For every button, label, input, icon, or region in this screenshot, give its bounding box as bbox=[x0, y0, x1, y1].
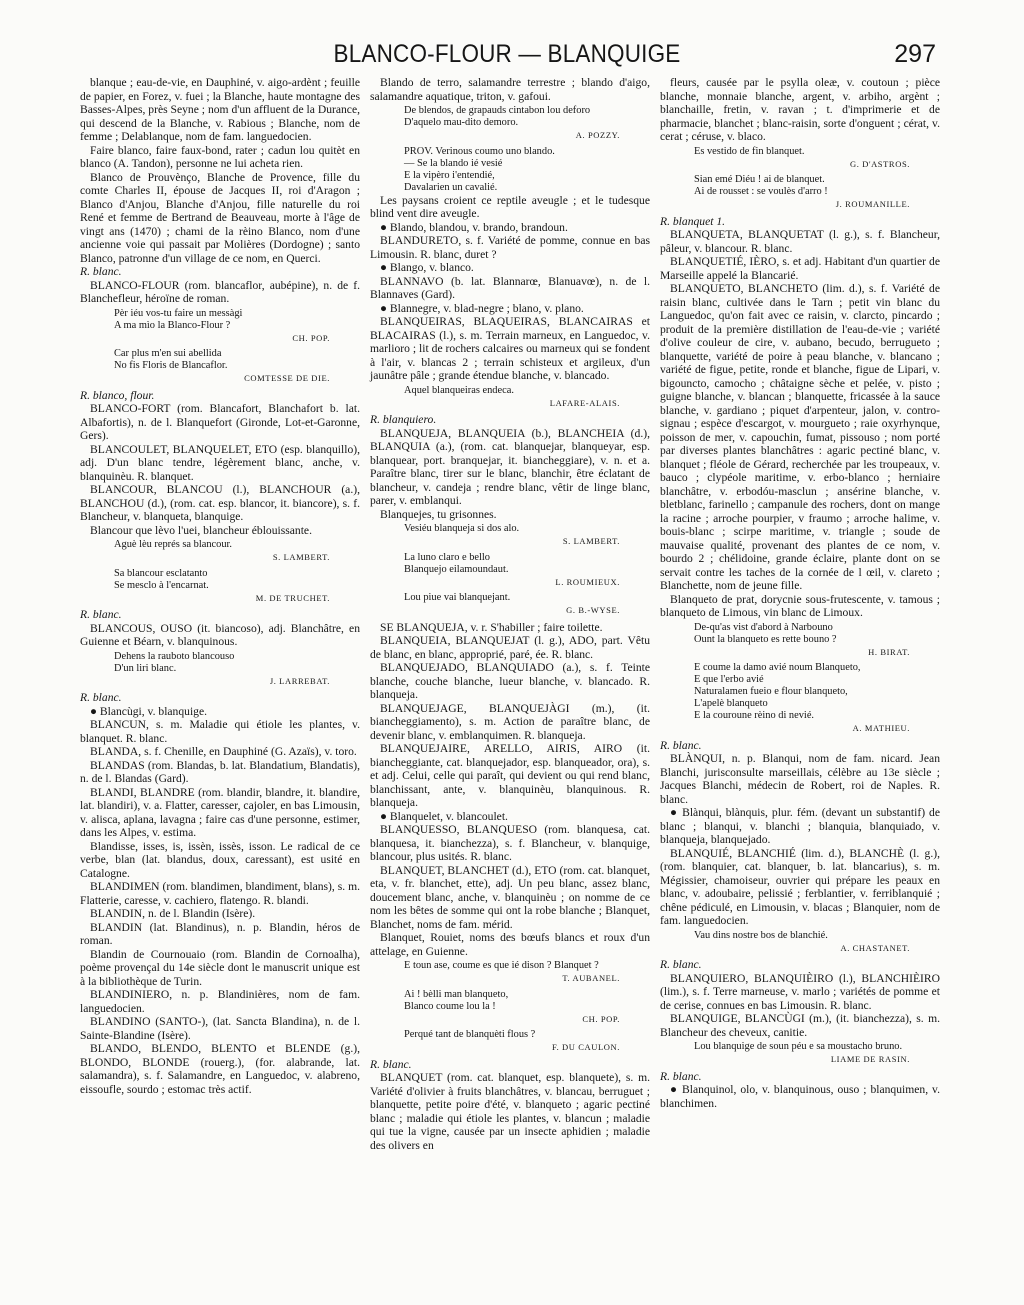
dictionary-entry: Blanquejes, tu grisonnes. bbox=[380, 507, 497, 521]
etymology-ref: R. blanc. bbox=[80, 691, 122, 704]
etymology-ref: R. blanc. bbox=[660, 958, 702, 971]
citation: E coume la damo avié noum Blanqueto, E que l'erbo avié Naturalamen fueio e flour blanqueto, L'apelè blanqueto E la couroune rèino di nevié. bbox=[694, 662, 861, 721]
dictionary-entry: BLANQUETA, BLANQUETAT (l. g.), s. f. Blancheur, pâleur, v. blancour. R. blanc. bbox=[660, 228, 940, 255]
dictionary-entry: Faire blanco, faire faux-bond, rater ; cadun lou quitèt en blanco (A. Tandon), personne ne lui acheta rien. bbox=[80, 143, 360, 170]
dictionary-entry: BLANCOULET, BLANQUELET, ETO (esp. blanquillo), adj. D'un blanc tendre, légèrement blanc, anche, v. blanquinèu. R. blanquet. bbox=[80, 442, 360, 483]
text-columns bbox=[80, 76, 940, 1152]
dictionary-entry: BLANCUN, s. m. Maladie qui étiole les plantes, v. blanquet. R. blanc. bbox=[80, 718, 360, 745]
citation-source: LAFARE-ALAIS. bbox=[549, 397, 620, 408]
citation-source: H. BIRAT. bbox=[868, 646, 910, 657]
dictionary-entry: BLANQUET (rom. cat. blanquet, esp. blanquete), s. m. Variété d'olivier à fruits blanchâtres, v. blancau, berruguet ; blanquette, petite poire d'été, v. blanqueto ; agaric pectiné blanc ; maladie qui étiole les plantes, v. blancun ; maladie qui tue la vigne, causée par un insecte aphidien ; maladie des olivers en bbox=[370, 1071, 650, 1152]
citation-source: J. ROUMANILLE. bbox=[835, 199, 910, 209]
dictionary-entry: Blanqueto de prat, dorycnie sous-frutescente, v. tamous ; blanqueto de Limous, vin blanc de Limoux. bbox=[660, 592, 940, 619]
dictionary-entry: BLANQUEJAIRE, ARELLO, AIRIS, AIRO (it. biancheggiante, cat. blanquejador, esp. blanqueador, ora), s. et adj. Celui, celle qui paraît, qui devient ou qui rend blanc, blanchissant, ante, v. blanquinèu, blanquinous. R. blanqueja. bbox=[370, 742, 650, 809]
citation: Sa blancour esclatanto Se mesclo à l'encarnat. bbox=[114, 567, 209, 591]
dictionary-entry: BLANDIN (lat. Blandinus), n. p. Blandin, héros de roman. bbox=[80, 920, 360, 947]
dictionary-entry: blanque ; eau-de-vie, en Dauphiné, v. aigo-ardènt ; feuille de papier, en Forez, v. fuei ; la Blanche, haute montagne des Basses-Alpes, près Seyne ; nom d'un affluent de la Durance, qui descend de la Blanche, v. Rabious ; Blanche, nom de femme ; Delablanque, nom de fam. languedocien. bbox=[80, 76, 360, 143]
dictionary-entry: Blanco de Prouvènço, Blanche de Provence, fille du comte Charles II, épouse de Jacques II, roi d'Aragon ; Blanco d'Anjou, Blanche d'Anjou, fille naturelle du roi René et femme de Bertrand de Beauveau, morte à l'âge de vingt ans (1470) ; chami de la rèino Blanco, nom d'une ancienne voie qui passait par Molières (Dordogne) ; santo Blanco, patronne d'un village de ce nom, en Querci. bbox=[80, 170, 360, 265]
dictionary-entry: ● Blanquelet, v. blancoulet. bbox=[380, 809, 508, 823]
dictionary-entry: BLANQUEIRAS, BLAQUEIRAS, BLANCAIRAS et BLACAIRAS (l.), s. m. Terrain marneux, en Languedoc, v. marlioro ; lit de rochers calcaires ou marneux qui se fondent à l'air, v. blancas 2 ; terrain schisteux et argileux, d'un jaunâtre pâle ; grande étendue blanche, v. blancado. bbox=[370, 315, 650, 382]
citation: Aquel blanqueiras endeca. bbox=[404, 384, 514, 396]
dictionary-entry: BLANQUETO, BLANCHETO (lim. d.), s. f. Variété de raisin blanc, cultivée dans le Tarn ; petit vin blanc du Languedoc, qu'on fait avec ce raisin, v. clarcto, pincardo ; produit de la première distillation de l'eau-de-vie ; variété d'olive couleur de cire, v. aubano, becudo, berrugueto ; blanquette, variété de poire à peau blanche, v. blancano ; variété de figue, petite, ronde et blanche, figue de Lipari, v. bigouncto, camocho ; châtaigne sèche et pelée, v. pisto ; guigne blanche, v. blancan ; blanquette, fricassée à la sauce blanche, v. gardiano ; piquet d'arpenteur, jalon, v. contro-signau ; espèce d'escargot, v. mourgueto ; raie oxyrhynque, poisson de mer, v. capouchin, fumat, pissouso ; nom porté par diverses plantes blanchâtres : agaric pectiné blanc, v. blanquet ; fléole de Gérard, recherchée par les troupeaux, v. bauco ; clypéole maritime, v. erbo-blanco ; herniaire blanchâtre, v. erbodóu-masclun ; ansérine blanche, v. bletblanc, farinello ; campanule des rochers, dont on mange la racine ; arroche pourpier, v fraumo ; arroche halime, v. bouis-blanc ; scirpe maritime, v. triangle ; soude de mauvaise qualité, provenant des plantes de ce nom, v. bourdo 2 ; chélidoine, grande éclaire, plante dont on se servait contre les taches de la cornée de l œil, v. clareto ; Blanchette, nom de jeune fille. bbox=[660, 282, 940, 592]
dictionary-entry: BLANDIN, n. de l. Blandin (Isère). bbox=[90, 907, 256, 920]
dictionary-entry: ● Blando, blandou, v. brando, brandoun. bbox=[380, 220, 568, 234]
dictionary-entry: Blandin de Cournouaio (rom. Blandin de Cornoalha), poème provençal du 14e siècle dont le manuscrit unique est à la bibliothèque de Turin. bbox=[80, 947, 360, 988]
dictionary-entry: BLANQUIÉ, BLANCHIÉ (lim. d.), BLANCHÈ (l. g.), (rom. blanquier, cat. blanquer, b. lat. blancarius), s. m. Mégissier, chamoiseur, ouvrier qui prépare les peaux en blanc, v. adoubaire, pelissié ; ferblantier, v. ferriblanquié ; chêne pédiculé, en Limousin, v. blacas ; Blanquier, nom de fam. languedocien. bbox=[660, 846, 940, 927]
dictionary-entry: fleurs, causée par le psylla oleæ, v. coutoun ; pièce blanche, monnaie blanche, argent, v. arbiho, argènt ; blanchaille, fretin, v. ravan ; t. d'imprimerie et de pharmacie, blanchet ; blanc-raisin, sorte d'onguent ; cérat, v. cerat ; céruse, v. blaco. bbox=[660, 76, 940, 143]
column-right bbox=[660, 76, 940, 1152]
citation: Es vestido de fin blanquet. bbox=[694, 145, 805, 157]
dictionary-entry: ● Blanquinol, olo, v. blanquinous, ouso ; blanquimen, v. blanchimen. bbox=[660, 1083, 940, 1110]
dictionary-entry: BLANDINIERO, n. p. Blandinières, nom de fam. languedocien. bbox=[80, 988, 360, 1015]
dictionary-entry: BLANNAVO (b. lat. Blannarœ, Blanuavœ), n. de l. Blannaves (Gard). bbox=[370, 274, 650, 301]
citation-source: CH. POP. bbox=[292, 332, 330, 343]
etymology-ref: R. blanc. bbox=[370, 1057, 412, 1071]
citation: De-qu'as vist d'abord à Narbouno Ount la blanqueto es rette bouno ? bbox=[694, 621, 837, 645]
page-header bbox=[78, 40, 936, 74]
etymology-ref: R. blanquiero. bbox=[370, 413, 437, 426]
etymology-ref: R. blanc. bbox=[660, 738, 702, 752]
citation-source: F. DU CAULON. bbox=[551, 1042, 620, 1052]
citation-source: A. CHASTANET. bbox=[840, 942, 910, 953]
running-title: BLANCO-FLOUR — BLANQUIGE bbox=[333, 40, 681, 68]
citation: Aguè lèu représ sa blancour. bbox=[114, 539, 233, 550]
etymology-ref: R. blanc. bbox=[80, 265, 122, 278]
citation: Sian emé Diéu ! ai de blanquet. Ai de rousset : se voulès d'arro ! bbox=[694, 174, 828, 197]
citation-source: LIAME DE RASIN. bbox=[830, 1054, 910, 1064]
column-left bbox=[80, 76, 360, 1152]
dictionary-entry: BLANCOUR, BLANCOU (l.), BLANCHOUR (a.), BLANCHOU (d.), (rom. cat. esp. blancor, it. biancore), s. f. Blancheur, v. blanqueta, blanquige. bbox=[80, 483, 360, 523]
citation: Car plus m'en sui abellida No fis Floris de Blancaflor. bbox=[114, 348, 228, 371]
page-number: 297 bbox=[894, 40, 936, 68]
dictionary-entry: Blanquet, Rouiet, noms des bœufs blancs et roux d'un attelage, en Guienne. bbox=[370, 931, 650, 958]
citation-source: CH. POP. bbox=[582, 1013, 620, 1024]
dictionary-entry: BLANDURETO, s. f. Variété de pomme, connue en bas Limousin. R. blanc, duret ? bbox=[370, 234, 650, 261]
dictionary-entry: BLANQUEIA, BLANQUEJAT (l. g.), ADO, part. Vêtu de blanc, en blanc, approprié, paré, ée. R. blanc. bbox=[370, 634, 650, 661]
dictionary-entry: BLANQUIGE, BLANCÙGI (m.), (it. bianchezza), s. m. Blancheur des cheveux, canitie. bbox=[660, 1012, 940, 1039]
dictionary-entry: BLANQUET, BLANCHET (d.), ETO (rom. cat. blanquet, eta, v. fr. blanchet, ette), adj. Un peu blanc, assez blanc, doucement blanc, anche, v. blanquinèu ; on nomme de ce nom les bêtes de somme qui ont la robe blanche ; Blanquet, Blanchet, noms de fam. mérid. bbox=[370, 863, 650, 931]
dictionary-entry: ● Blancùgi, v. blanquige. bbox=[90, 704, 208, 718]
dictionary-entry: BLANDIMEN (rom. blandimen, blandiment, blans), s. m. Flatterie, caresse, v. cachiero, flatengo. R. blandi. bbox=[80, 880, 360, 907]
citation: Lou blanquige de soun péu e sa moustacho bruno. bbox=[694, 1041, 903, 1052]
dictionary-entry: ● Blannegre, v. blad-negre ; blano, v. plano. bbox=[380, 301, 584, 315]
citation: PROV. Verinous coumo uno blando. — Se la blando ié vesié E la vipèro i'entendié, Davalarien un cavalié. bbox=[404, 145, 555, 193]
dictionary-entry: ● Blànqui, blànquis, plur. fém. (devant un substantif) de blanc ; blanqui, v. blanchi ; blanquia, blanquiado, v. blanqueja, blanquejado. bbox=[660, 806, 940, 846]
citation: La luno claro e bello Blanquejo eilamoundaut. bbox=[404, 551, 509, 575]
dictionary-entry: ● Blango, v. blanco. bbox=[380, 261, 474, 274]
dictionary-entry: BLANQUEJAGE, BLANQUEJÀGI (m.), (it. biancheggiamento), s. m. Action de paraître blanc, de devenir blanc, v. emblanquimen. R. blanqueja. bbox=[370, 701, 650, 742]
dictionary-entry: BLANQUIERO, BLANQUIÈIRO (l.), BLANCHIÈIRO (lim.), s. f. Terre marneuse, v. marlo ; variétés de pomme et de cerise, connues en bas Limousin. R. blanc. bbox=[660, 971, 940, 1012]
citation-source: A. POZZY. bbox=[575, 130, 620, 140]
dictionary-entry: BLANDA, s. f. Chenille, en Dauphiné (G. Azaïs), v. toro. bbox=[90, 745, 357, 758]
citation-source: J. LARREBAT. bbox=[269, 675, 330, 686]
citation: Lou piue vai blanquejant. bbox=[404, 592, 511, 603]
etymology-ref: R. blanc. bbox=[660, 1069, 702, 1083]
citation-source: S. LAMBERT. bbox=[272, 552, 330, 562]
citation: Ai ! bèlli man blanqueto, Blanco coume lou la ! bbox=[404, 988, 509, 1012]
dictionary-entry: BLANDI, BLANDRE (rom. blandir, blandre, it. blandire, lat. blandiri), v. a. Flatter, caresser, cajoler, en bas Limousin, v. alisca, aplana, lavagna ; faire cas d'une personne, estimer, dans les Alpes, v. estima. bbox=[80, 785, 360, 839]
dictionary-entry: BLANQUEJADO, BLANQUIADO (a.), s. f. Teinte blanche, couche blanche, lueur blanche, v. blancado. R. blanqueja. bbox=[370, 661, 650, 701]
dictionary-entry: BLANDAS (rom. Blandas, b. lat. Blandatium, Blandatis), n. de l. Blandas (Gard). bbox=[80, 758, 360, 785]
citation-source: COMTESSE DE DIE. bbox=[244, 373, 330, 383]
citation: Pèr iéu vos-tu faire un messàgi A ma mìo la Blanco-Flour ? bbox=[114, 307, 243, 331]
citation: De blendos, de grapauds cintabon lou deforo D'aquelo mau-dito demoro. bbox=[404, 105, 591, 128]
citation: Vau dins nostre bos de blanchié. bbox=[694, 929, 828, 941]
column-middle bbox=[370, 76, 650, 1152]
etymology-ref: R. blanc. bbox=[80, 608, 122, 621]
dictionary-entry: BLANQUEJA, BLANQUEIA (b.), BLANCHEIA (d.), BLANQUIA (a.), (rom. cat. blanquejar, blanqueyar, esp. blanquear, port. branquejar, it. biancheggiare), v. n. et a. Paraître blanc, tirer sur le blanc, blanchir, être éclatant de blancheur, v. candeja ; rendre blanc, vêtir de linge blanc, parer, v. emblanqui. bbox=[370, 426, 650, 507]
dictionary-entry: BLANQUETIÉ, IÈRO, s. et adj. Habitant d'un quartier de Marseille appelé la Blancarié. bbox=[660, 255, 940, 282]
dictionary-entry: Blando de terro, salamandre terrestre ; blando d'aigo, salamandre aquatique, triton, v. gafoui. bbox=[370, 76, 650, 103]
citation-source: T. AUBANEL. bbox=[562, 973, 620, 983]
citation-source: G. B.-WYSE. bbox=[566, 605, 620, 615]
dictionary-entry: Blancour que lèvo l'uei, blancheur éblouissante. bbox=[90, 523, 312, 537]
dictionary-entry: Blandisse, isses, is, issèn, issès, isson. Le radical de ce verbe, blan (lat. blandus, doux, caressant), est usité en Catalogne. bbox=[80, 839, 360, 880]
dictionary-entry: BLANQUESSO, BLANQUESO (rom. blanquesa, cat. blanquesa, it. bianchezza), s. f. Blancheur, v. blanquige, blancour, plus usités. R. blanc. bbox=[370, 823, 650, 863]
etymology-ref: R. blanquet 1. bbox=[660, 214, 726, 228]
dictionary-entry: SE BLANQUEJA, v. r. S'habiller ; faire toilette. bbox=[380, 620, 603, 634]
citation-source: G. D'ASTROS. bbox=[850, 158, 910, 169]
citation: Dehens la rauboto blancouso D'un liri blanc. bbox=[114, 650, 235, 674]
dictionary-entry: BLANDINO (SANTO-), (lat. Sancta Blandina), n. de l. Sainte-Blandine (Isère). bbox=[80, 1015, 360, 1042]
citation-source: A. MATHIEU. bbox=[852, 723, 910, 733]
citation: Perqué tant de blanquèti flous ? bbox=[404, 1029, 536, 1040]
etymology-ref: R. blanco, flour. bbox=[80, 388, 155, 402]
dictionary-entry: BLÀNQUI, n. p. Blanqui, nom de fam. nicard. Jean Blanchi, jurisconsulte marseillais, célèbre au 13e siècle ; Jacques Blanchi, médecin de Robert, roi de Naples. R. blanc. bbox=[660, 752, 940, 806]
dictionary-entry: BLANDO, BLENDO, BLENTO et BLENDE (g.), BLONDO, BLONDE (rouerg.), (for. alabrande, lat. salamandra), s. f. Salamandre, en Languedoc, v. alabreno, eissoufle, sourdo ; estomac très actif. bbox=[80, 1042, 360, 1096]
citation: Vesiéu blanqueja si dos alo. bbox=[404, 523, 520, 534]
citation-source: M. DE TRUCHET. bbox=[255, 592, 330, 603]
citation-source: L. ROUMIEUX. bbox=[555, 576, 620, 587]
citation-source: S. LAMBERT. bbox=[562, 536, 620, 546]
dictionary-entry: BLANCOUS, OUSO (it. biancoso), adj. Blanchâtre, en Guienne et Béarn, v. blanquinous. bbox=[80, 621, 360, 648]
citation: E toun ase, coume es que ié dison ? Blanquet ? bbox=[404, 960, 599, 971]
dictionary-entry: Les paysans croient ce reptile aveugle ; et le tudesque blind vent dire aveugle. bbox=[370, 193, 650, 220]
dictionary-entry: BLANCO-FLOUR (rom. blancaflor, aubépine), n. de f. Blanchefleur, héroïne de roman. bbox=[80, 278, 360, 305]
dictionary-entry: BLANCO-FORT (rom. Blancafort, Blanchafort b. lat. Albafortis), n. de l. Blanquefort (Gironde, Lot-et-Garonne, Gers). bbox=[80, 402, 360, 442]
